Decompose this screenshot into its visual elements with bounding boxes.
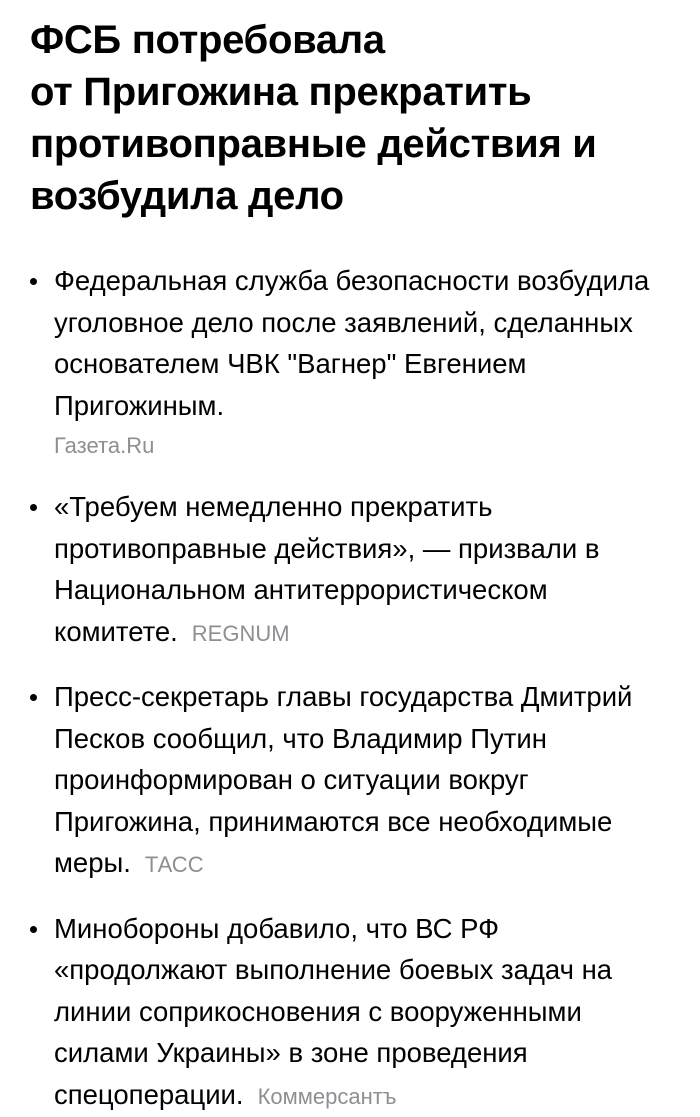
summary-text: Минобороны добавило, что ВС РФ «продолжают выполнение боевых задач на линии соприкосновения с вооруженными силами Украины» в зоне проведения спецоперации. (54, 913, 612, 1110)
bullet-dot-icon (30, 926, 37, 933)
headline-line: ФСБ потребовала (30, 18, 385, 62)
summary-item (30, 486, 670, 654)
headline-line: от Пригожина прекратить (30, 70, 531, 114)
bullet-dot-icon (30, 278, 37, 285)
source-link[interactable]: Газета.Ru (54, 428, 670, 464)
source-link[interactable]: REGNUM (192, 621, 290, 646)
source-link[interactable]: ТАСС (145, 852, 204, 877)
source-link[interactable]: Коммерсантъ (258, 1084, 397, 1109)
summary-text: Пресс-секретарь главы государства Дмитрий Песков сообщил, что Владимир Путин проинформирован о ситуации вокруг Пригожина, принимаются все необходимые меры. (54, 681, 632, 878)
summary-text: «Требуем немедленно прекратить противоправные действия», — призвали в Национальном антитеррористическом комитете. (54, 491, 599, 647)
bullet-dot-icon (30, 694, 37, 701)
headline-line: противоправные действия и (30, 122, 597, 166)
summary-list (30, 260, 670, 1117)
headline-line: возбудила дело (30, 174, 344, 218)
summary-item (30, 676, 670, 886)
summary-item (30, 260, 670, 464)
bullet-dot-icon (30, 504, 37, 511)
article-headline (30, 14, 670, 222)
summary-text: Федеральная служба безопасности возбудила уголовное дело после заявлений, сделанных основателем ЧВК "Вагнер" Евгением Пригожиным. (54, 265, 649, 421)
summary-item (30, 908, 670, 1117)
